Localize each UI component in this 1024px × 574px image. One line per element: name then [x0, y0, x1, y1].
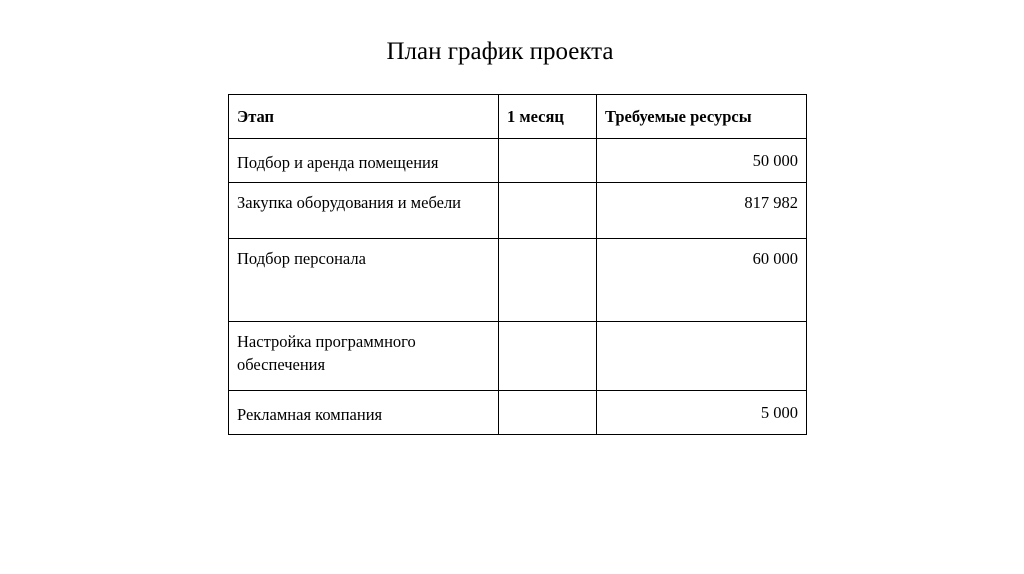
month-cell — [499, 322, 597, 391]
table-row — [229, 322, 807, 391]
resources-cell: 817 982 — [597, 183, 807, 239]
resources-cell: 50 000 — [597, 139, 807, 183]
month-cell — [499, 183, 597, 239]
stage-cell: Закупка оборудования и мебели — [229, 183, 499, 239]
table-row — [229, 139, 807, 183]
table-row — [229, 391, 807, 435]
resources-cell — [597, 322, 807, 391]
table-row — [229, 183, 807, 239]
stage-cell: Настройка программного обеспечения — [229, 322, 499, 391]
header-resources: Требуемые ресурсы — [597, 95, 807, 139]
stage-cell: Рекламная компания — [229, 391, 499, 435]
stage-cell: Подбор и аренда помещения — [229, 139, 499, 183]
resources-cell: 5 000 — [597, 391, 807, 435]
stage-cell: Подбор персонала — [229, 239, 499, 322]
resources-cell: 60 000 — [597, 239, 807, 322]
header-month: 1 месяц — [499, 95, 597, 139]
project-plan-table — [228, 94, 807, 435]
table-row — [229, 239, 807, 322]
month-cell — [499, 139, 597, 183]
table-header-row — [229, 95, 807, 139]
header-stage: Этап — [229, 95, 499, 139]
month-cell — [499, 239, 597, 322]
month-cell — [499, 391, 597, 435]
slide-title: План график проекта — [386, 38, 614, 65]
